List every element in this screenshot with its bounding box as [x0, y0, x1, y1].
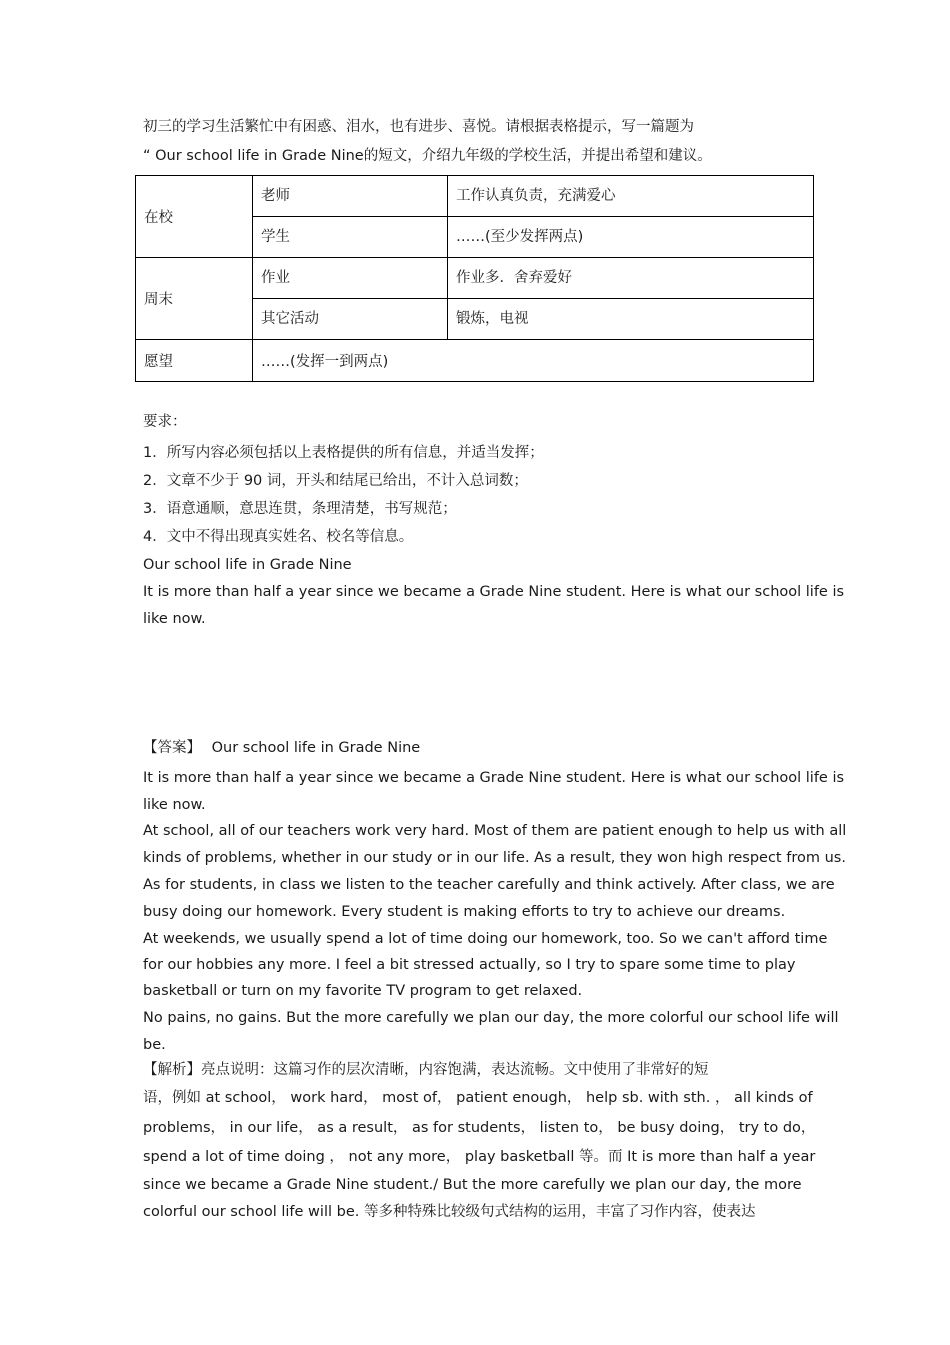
table-content-cell: 工作认真负责，充满爱心	[448, 176, 814, 217]
table-item-cell: 老师	[253, 176, 448, 217]
table-item-cell: 学生	[253, 217, 448, 258]
answer-line: No pains, no gains. But the more carefully we plan our day, the more colorful our school life will	[143, 1010, 839, 1026]
analysis-line: since we became a Grade Nine student./ But the more carefully we plan our day, the more	[143, 1177, 802, 1193]
answer-line: be.	[143, 1037, 166, 1053]
analysis-line: problems， in our life， as a result， as for students， listen to， be busy doing， try to do，	[143, 1120, 816, 1136]
table-content-cell: 锻炼，电视	[448, 299, 814, 340]
table-content-cell: 作业多．舍弃爱好	[448, 258, 814, 299]
table-content-cell: ……(至少发挥两点)	[448, 217, 814, 258]
requirement-item: 4．文中不得出现真实姓名、校名等信息。	[143, 529, 414, 545]
intro-line-1: 初三的学习生活繁忙中有困惑、泪水，也有进步、喜悦。请根据表格提示，写一篇题为	[143, 119, 694, 135]
analysis-line: 语，例如 at school， work hard， most of， patient enough， help sb. with sth. ， all kinds of	[143, 1090, 813, 1106]
analysis-line: colorful our school life will be. 等多种特殊比较级句式结构的运用，丰富了习作内容，使表达	[143, 1204, 756, 1220]
analysis-line: 【解析】亮点说明：这篇习作的层次清晰，内容饱满，表达流畅。文中使用了非常好的短	[143, 1062, 709, 1078]
answer-title: Our school life in Grade Nine	[211, 740, 421, 756]
requirement-item: 1．所写内容必须包括以上表格提供的所有信息，并适当发挥；	[143, 445, 544, 461]
answer-line: busy doing our homework. Every student is making efforts to try to achieve our dreams.	[143, 904, 786, 920]
table-item-cell: 作业	[253, 258, 448, 299]
prompt-opening: It is more than half a year since we became a Grade Nine student. Here is what our school life is	[143, 584, 845, 600]
outline-table	[135, 175, 814, 382]
prompt-title: Our school life in Grade Nine	[143, 557, 352, 573]
answer-line: basketball or turn on my favorite TV program to get relaxed.	[143, 983, 583, 999]
table-group-cell: 在校	[136, 176, 253, 258]
table-item-cell: 其它活动	[253, 299, 448, 340]
requirement-item: 2．文章不少于 90 词，开头和结尾已给出，不计入总词数；	[143, 473, 528, 489]
table-group-cell: 周末	[136, 258, 253, 340]
table-row	[136, 176, 814, 217]
answer-line: At school, all of our teachers work very hard. Most of them are patient enough to help us with all	[143, 823, 847, 839]
answer-line: for our hobbies any more. I feel a bit stressed actually, so I try to spare some time to play	[143, 957, 796, 973]
table-row	[136, 340, 814, 382]
requirement-item: 3．语意通顺，意思连贯，条理清楚，书写规范；	[143, 501, 457, 517]
table-group-cell: 愿望	[136, 340, 253, 382]
prompt-opening: like now.	[143, 611, 206, 627]
table-content-cell: ……(发挥一到两点)	[253, 340, 814, 382]
answer-line: kinds of problems, whether in our study or in our life. As a result, they won high respect from us.	[143, 850, 846, 866]
answer-heading	[143, 738, 420, 758]
answer-line: At weekends, we usually spend a lot of time doing our homework, too. So we can't afford time	[143, 931, 828, 947]
answer-label: 【答案】	[143, 740, 201, 756]
answer-line: like now.	[143, 797, 206, 813]
requirements-heading: 要求：	[143, 414, 187, 430]
answer-line: It is more than half a year since we became a Grade Nine student. Here is what our school life is	[143, 770, 845, 786]
intro-line-2: “ Our school life in Grade Nine的短文，介绍九年级的学校生活，并提出希望和建议。	[143, 148, 712, 164]
analysis-line: spend a lot of time doing ， not any more， play basketball 等。而 It is more than half a year	[143, 1149, 816, 1165]
answer-line: As for students, in class we listen to the teacher carefully and think actively. After class, we are	[143, 877, 835, 893]
table-row	[136, 258, 814, 299]
